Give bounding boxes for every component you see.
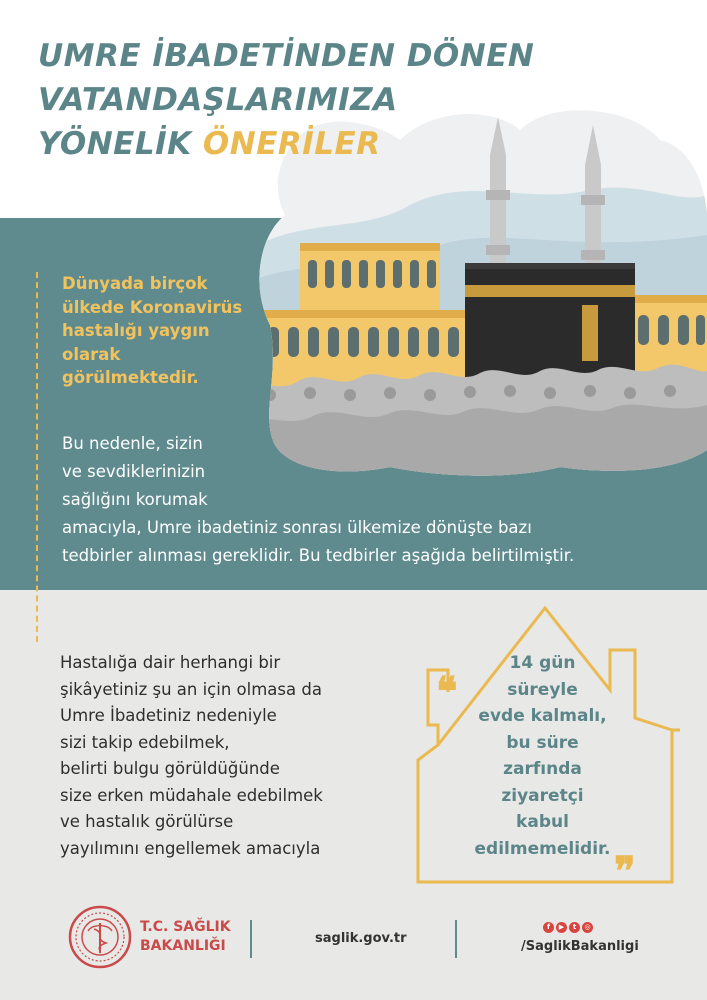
advice-line: ziyaretçi xyxy=(501,785,584,806)
advice-line: kabul xyxy=(516,812,569,832)
instagram-icon[interactable]: ◎ xyxy=(582,922,593,933)
page-title xyxy=(38,34,534,166)
advice-line: süreyle xyxy=(507,679,578,700)
intro-text: Dünyada birçok ülkede Koronavirüs hastalığı yaygın olarak görülmektedir. xyxy=(62,274,243,387)
advice-line: edilmemelidir. xyxy=(474,838,611,859)
ministry-name-line-1: T.C. SAĞLIK xyxy=(140,919,231,935)
paragraph-line: sağlığını korumak xyxy=(62,490,208,509)
footer-separator xyxy=(455,920,457,958)
dashed-divider xyxy=(36,272,38,642)
ministry-name xyxy=(140,918,231,956)
social-icons xyxy=(543,922,593,933)
paragraph-line: ve sevdiklerinizin xyxy=(62,462,206,481)
measures-paragraph xyxy=(62,430,574,570)
ministry-name-line-2: BAKANLIĞI xyxy=(140,938,226,954)
facebook-icon[interactable]: f xyxy=(543,922,554,933)
paragraph-line: Bu nedenle, sizin xyxy=(62,434,203,453)
ministry-logo-icon xyxy=(68,905,132,969)
advice-line: bu süre xyxy=(506,732,579,753)
footer-separator xyxy=(250,920,252,958)
paragraph-line: tedbirler alınması gereklidir. Bu tedbirler aşağıda belirtilmiştir. xyxy=(62,546,575,565)
title-line-3-accent: ÖNERİLER xyxy=(202,126,381,162)
close-quote-icon: ❞ xyxy=(614,848,636,895)
reasons-line: Umre İbadetiniz nedeniyle xyxy=(60,706,277,725)
twitter-icon[interactable]: t xyxy=(569,922,580,933)
reasons-line: şikâyetiniz şu an için olmasa da xyxy=(60,679,322,699)
open-quote-icon: ❝ xyxy=(436,668,458,715)
reasons-line: belirti bulgu görüldüğünde xyxy=(60,759,280,778)
reasons-line: size erken müdahale edebilmek xyxy=(60,785,323,805)
reasons-line: yayılımını engellemek amacıyla xyxy=(60,838,321,858)
youtube-icon[interactable]: ▶ xyxy=(556,922,567,933)
title-line-3-prefix: YÖNELİK xyxy=(38,126,203,162)
website-link[interactable]: saglik.gov.tr xyxy=(315,931,407,946)
social-handle[interactable]: /SaglikBakanligi xyxy=(521,939,639,954)
reasons-line: Hastalığa dair herhangi bir xyxy=(60,653,281,672)
reasons-line: sizi takip edebilmek, xyxy=(60,732,230,752)
advice-line: evde kalmalı, xyxy=(478,706,607,726)
title-line-2: VATANDAŞLARIMIZA xyxy=(38,82,398,118)
paragraph-line: amacıyla, Umre ibadetiniz sonrası ülkemize dönüşte bazı xyxy=(62,518,532,537)
advice-line: zarfında xyxy=(503,759,582,779)
quarantine-advice xyxy=(455,650,630,862)
reasons-paragraph xyxy=(60,650,323,862)
title-line-1: UMRE İBADETİNDEN DÖNEN xyxy=(38,38,535,74)
reasons-line: ve hastalık görülürse xyxy=(60,812,234,831)
advice-line: 14 gün xyxy=(509,653,576,673)
